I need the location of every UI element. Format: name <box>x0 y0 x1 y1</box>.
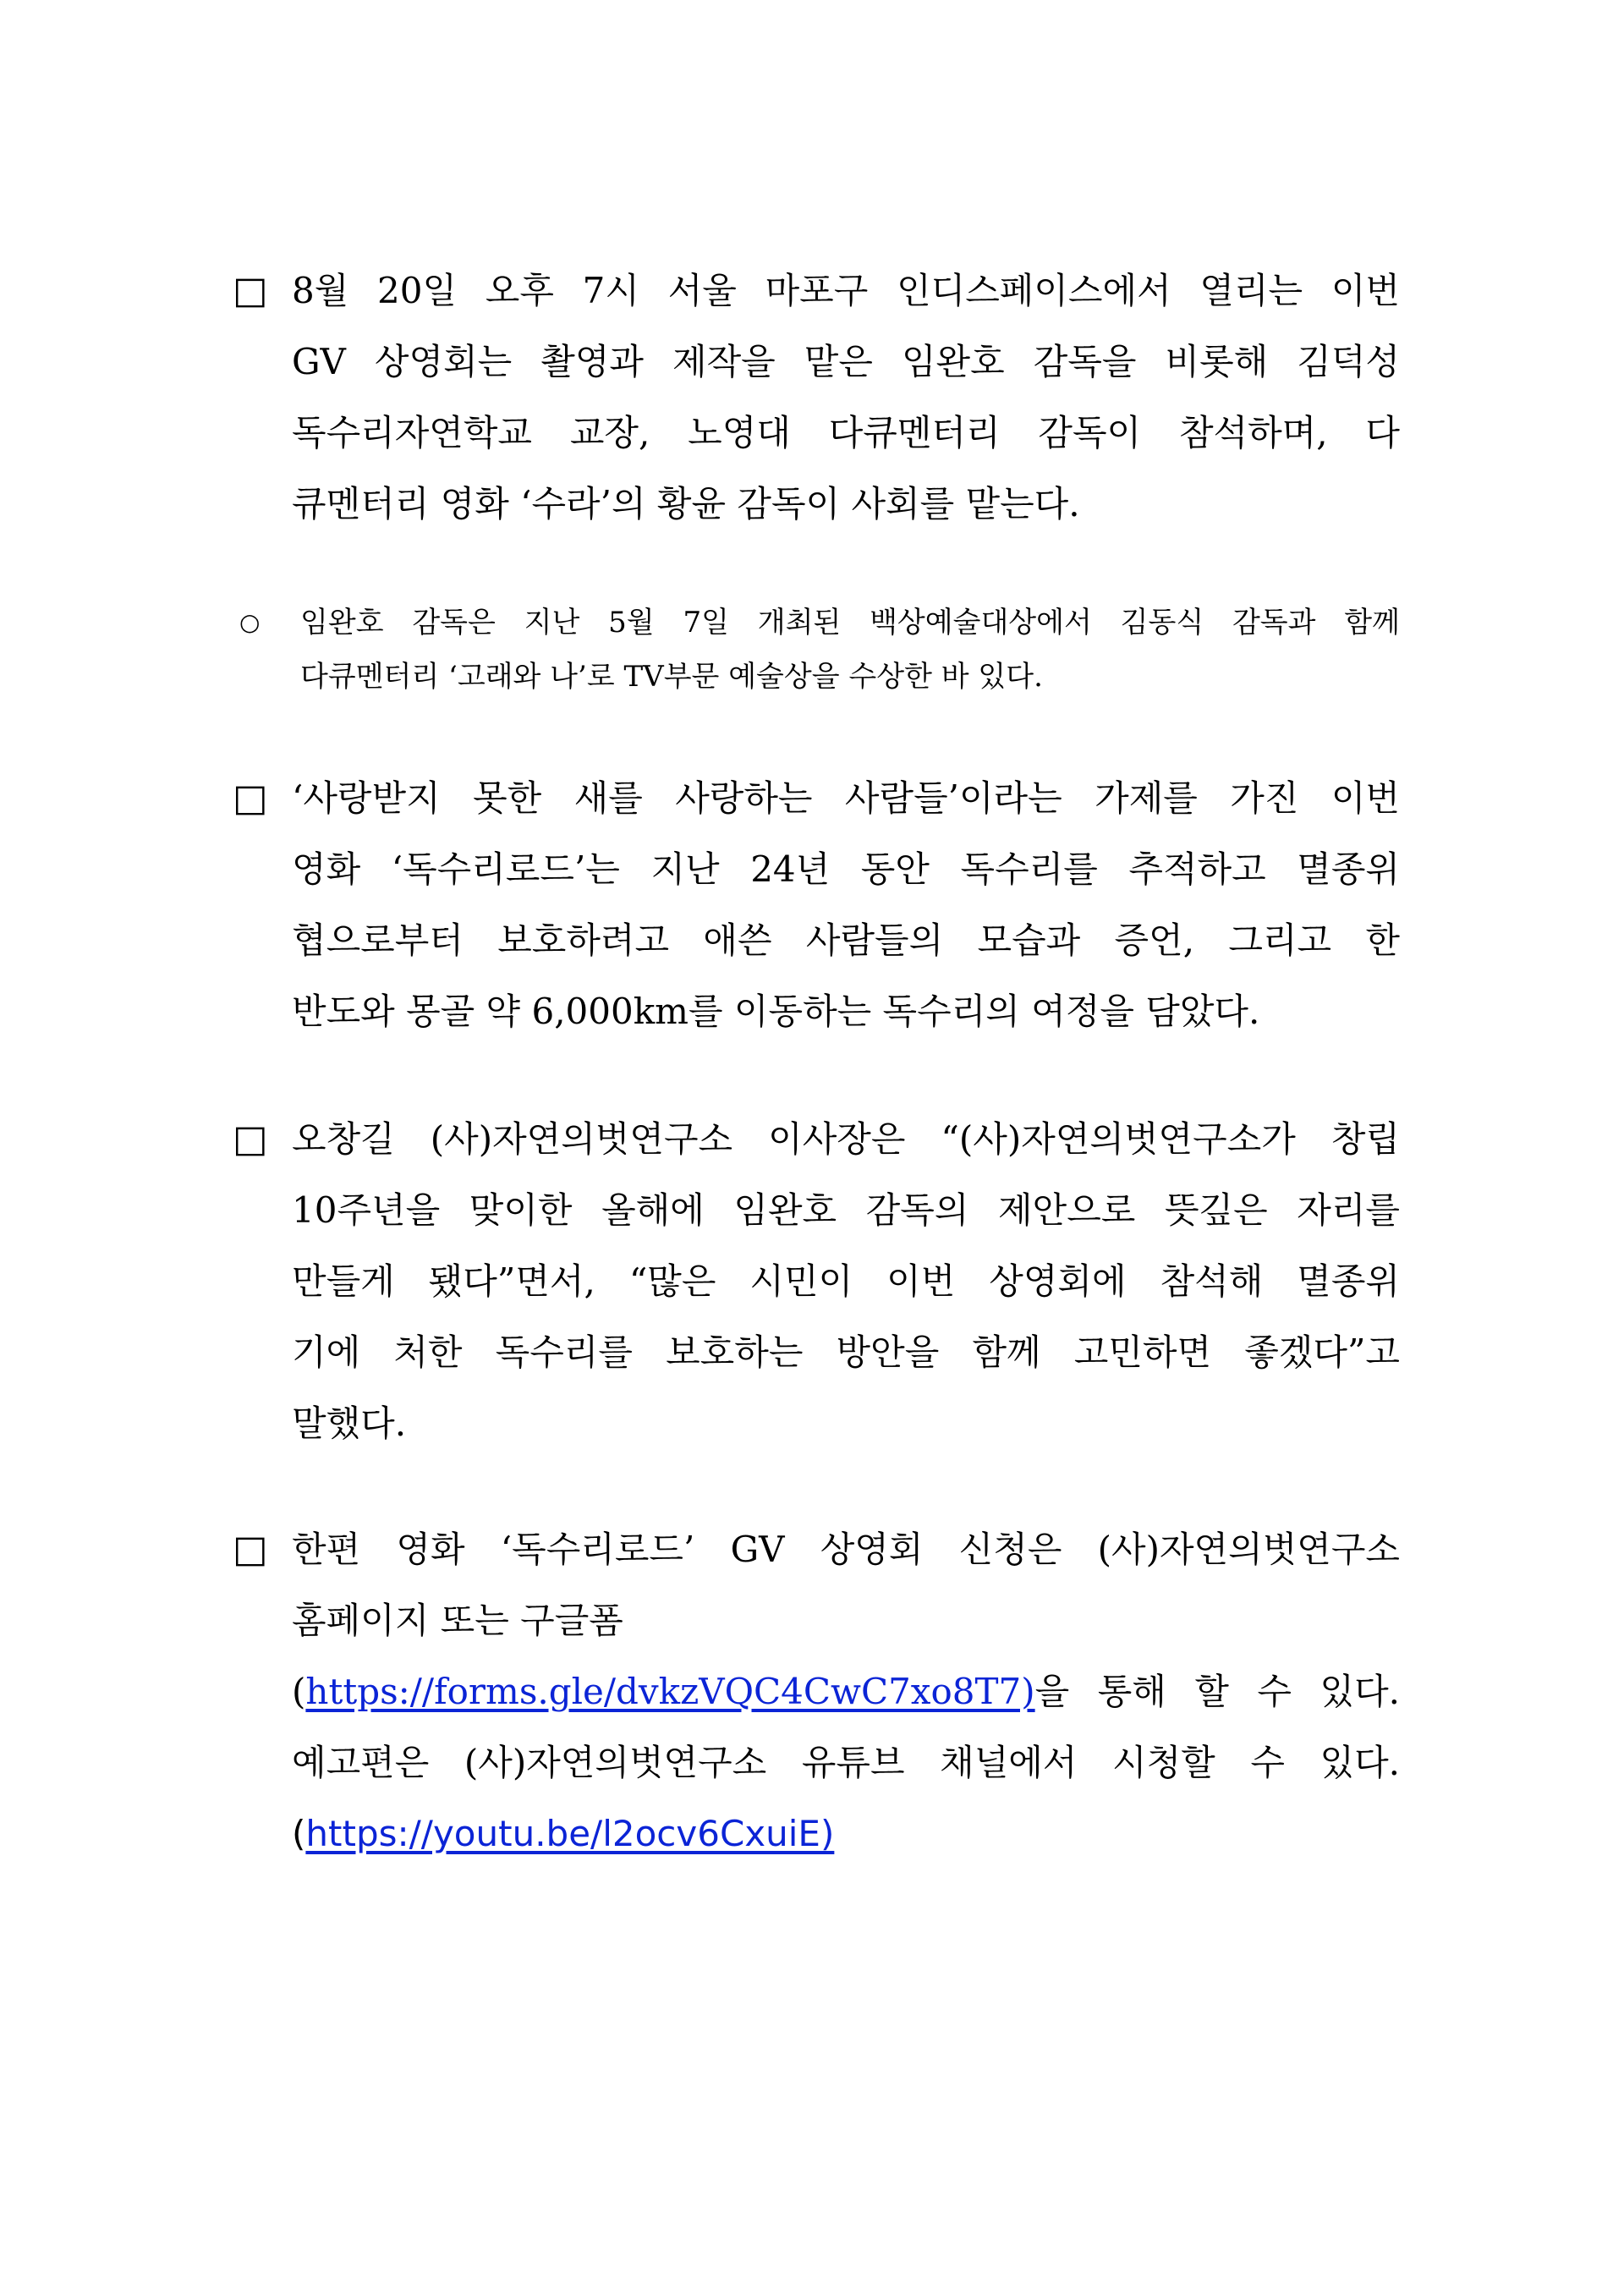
paragraph-1-line-3: 독수리자연학교 교장, 노영대 다큐멘터리 감독이 참석하며, 다 <box>292 412 1400 453</box>
paragraph-1-line-1: 8월 20일 오후 7시 서울 마포구 인디스페이스에서 열리는 이번 <box>292 270 1400 311</box>
paren-open: ( <box>292 1813 306 1854</box>
paragraph-2-line-4: 반도와 몽골 약 6,000km를 이동하는 독수리의 여정을 담았다. <box>292 991 1260 1032</box>
paragraph-2-line-3: 협으로부터 보호하려고 애쓴 사람들의 모습과 증언, 그리고 한 <box>292 920 1400 961</box>
paragraph-2-line-1: ‘사랑받지 못한 새를 사랑하는 사람들’이라는 가제를 가진 이번 <box>292 777 1400 819</box>
paragraph-1-line-2: GV 상영회는 촬영과 제작을 맡은 임완호 감독을 비롯해 김덕성 <box>292 341 1400 382</box>
square-bullet-icon: □ <box>233 269 268 312</box>
square-bullet-icon: □ <box>233 1117 268 1161</box>
square-bullet-icon: □ <box>233 777 268 820</box>
paragraph-1-line-4: 큐멘터리 영화 ‘수라’의 황윤 감독이 사회를 맡는다. <box>292 483 1080 524</box>
sub-paragraph-line-1: 임완호 감독은 지난 5월 7일 개최된 백상예술대상에서 김동식 감독과 함께 <box>300 606 1400 640</box>
paragraph-4-line-3-rest: 을 통해 할 수 있다. <box>1034 1671 1400 1712</box>
square-bullet-icon: □ <box>233 1528 268 1571</box>
paren-open: ( <box>292 1671 306 1712</box>
paragraph-3-line-3: 만들게 됐다”면서, “많은 시민이 이번 상영회에 참석해 멸종위 <box>292 1260 1400 1302</box>
paragraph-4-line-2: 홈페이지 또는 구글폼 <box>292 1600 623 1641</box>
paragraph-3-line-2: 10주년을 맞이한 올해에 임완호 감독의 제안으로 뜻깊은 자리를 <box>292 1189 1400 1231</box>
paragraph-4-line-1: 한편 영화 ‘독수리로드’ GV 상영회 신청은 (사)자연의벗연구소 <box>292 1529 1400 1570</box>
paragraph-4-line-3 <box>292 1656 1400 1727</box>
paragraph-3-line-4: 기에 처한 독수리를 보호하는 방안을 함께 고민하면 좋겠다”고 <box>292 1331 1400 1373</box>
paragraph-3-line-1: 오창길 (사)자연의벗연구소 이사장은 “(사)자연의벗연구소가 창립 <box>292 1118 1400 1160</box>
paragraph-4-line-5 <box>292 1798 1400 1869</box>
google-form-link[interactable]: https://forms.gle/dvkzVQC4CwC7xo8T7) <box>305 1671 1035 1712</box>
circle-bullet-icon: ○ <box>239 608 261 636</box>
sub-paragraph-line-2: 다큐멘터리 ‘고래와 나’로 TV부문 예술상을 수상한 바 있다. <box>300 660 1043 694</box>
youtube-trailer-link[interactable]: https://youtu.be/l2ocv6CxuiE) <box>305 1813 835 1854</box>
paragraph-4-line-4: 예고편은 (사)자연의벗연구소 유튜브 채널에서 시청할 수 있다. <box>292 1742 1400 1783</box>
paragraph-3-line-5: 말했다. <box>292 1403 407 1444</box>
paragraph-2-line-2: 영화 ‘독수리로드’는 지난 24년 동안 독수리를 추적하고 멸종위 <box>292 848 1400 890</box>
